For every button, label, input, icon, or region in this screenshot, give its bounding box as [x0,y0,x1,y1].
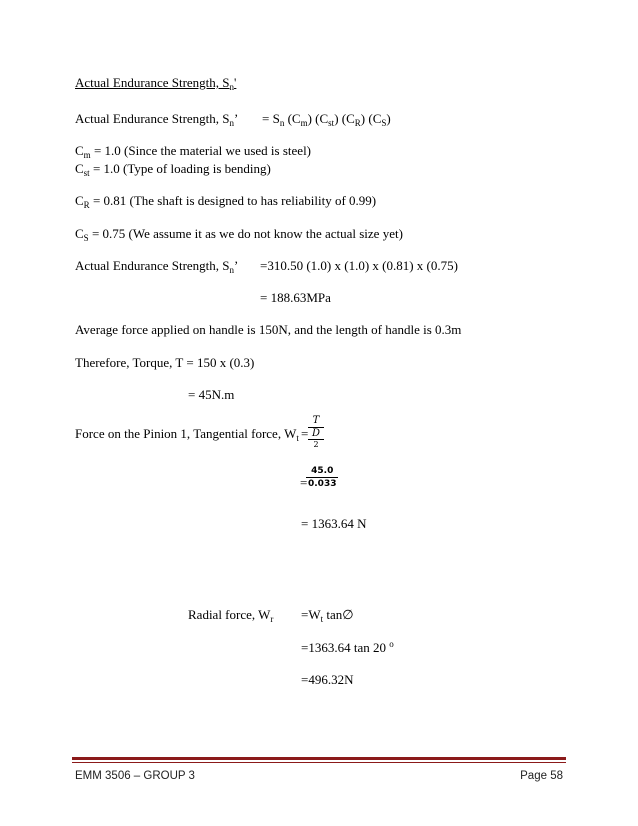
radial-force-expression: $=W_t$ tan∅ [301,607,354,624]
tangential-force-label: Force on the Pinion 1, Tangential force, $W_t$ [75,426,299,443]
tangential-step-equals: = [300,475,308,490]
fraction-inner-denominator: 2 [313,440,319,449]
section-heading: Actual Endurance Strength, $S_n'$ [75,75,237,92]
endurance-formula: = $S_n$ $(C_m)$ $(C_{st})$ $(C_R)$ $(C_S)$ [262,111,391,128]
fraction-inner-numerator: D [308,428,324,440]
torque-over-radius-fraction [308,415,324,450]
fraction-numerator: T [312,415,320,426]
tangential-step-fraction [306,465,338,490]
cst-factor-line: $C_{st} = 1.0$ (Type of loading is bending) [75,161,271,178]
force-description: Average force applied on handle is 150N, and the length of handle is 0.3m [75,322,462,337]
tangential-result: = 1363.64 N [301,516,367,531]
endurance-calc-result: = 188.63MPa [260,290,331,305]
radial-force-step: =1363.64 tan 20 $^o$ [301,639,394,655]
page-number: Page 58 [520,770,563,782]
endurance-formula-label: Actual Endurance Strength, $S_n$’ [75,111,239,128]
radial-force-label: Radial force, $W_r$ [188,607,274,624]
cs-factor-line: $C_S = 0.75$ (We assume it as we do not know the actual size yet) [75,226,403,243]
step-numerator: 45.0 [311,466,334,476]
footer-left-text: EMM 3506 – GROUP 3 [75,770,195,782]
torque-line: Therefore, Torque, T = 150 x (0.3) [75,355,255,370]
endurance-calc-label: Actual Endurance Strength, $S_n$’ [75,258,239,275]
footer-rule-thin [72,762,566,763]
radial-force-result: =496.32N [301,672,354,687]
step-denominator: 0.033 [308,479,337,489]
cm-factor-line: $C_m = 1.0$ (Since the material we used is steel) [75,143,312,160]
footer-rule [72,757,566,760]
fraction-denominator [308,427,324,450]
endurance-calc-expression: =310.50 (1.0) x (1.0) x (0.81) x (0.75) [260,258,458,273]
tangential-equals: = [301,426,309,441]
torque-result: = 45N.m [188,387,235,402]
cr-factor-line: $C_R = 0.81$ (The shaft is designed to has reliability of 0.99) [75,193,377,210]
